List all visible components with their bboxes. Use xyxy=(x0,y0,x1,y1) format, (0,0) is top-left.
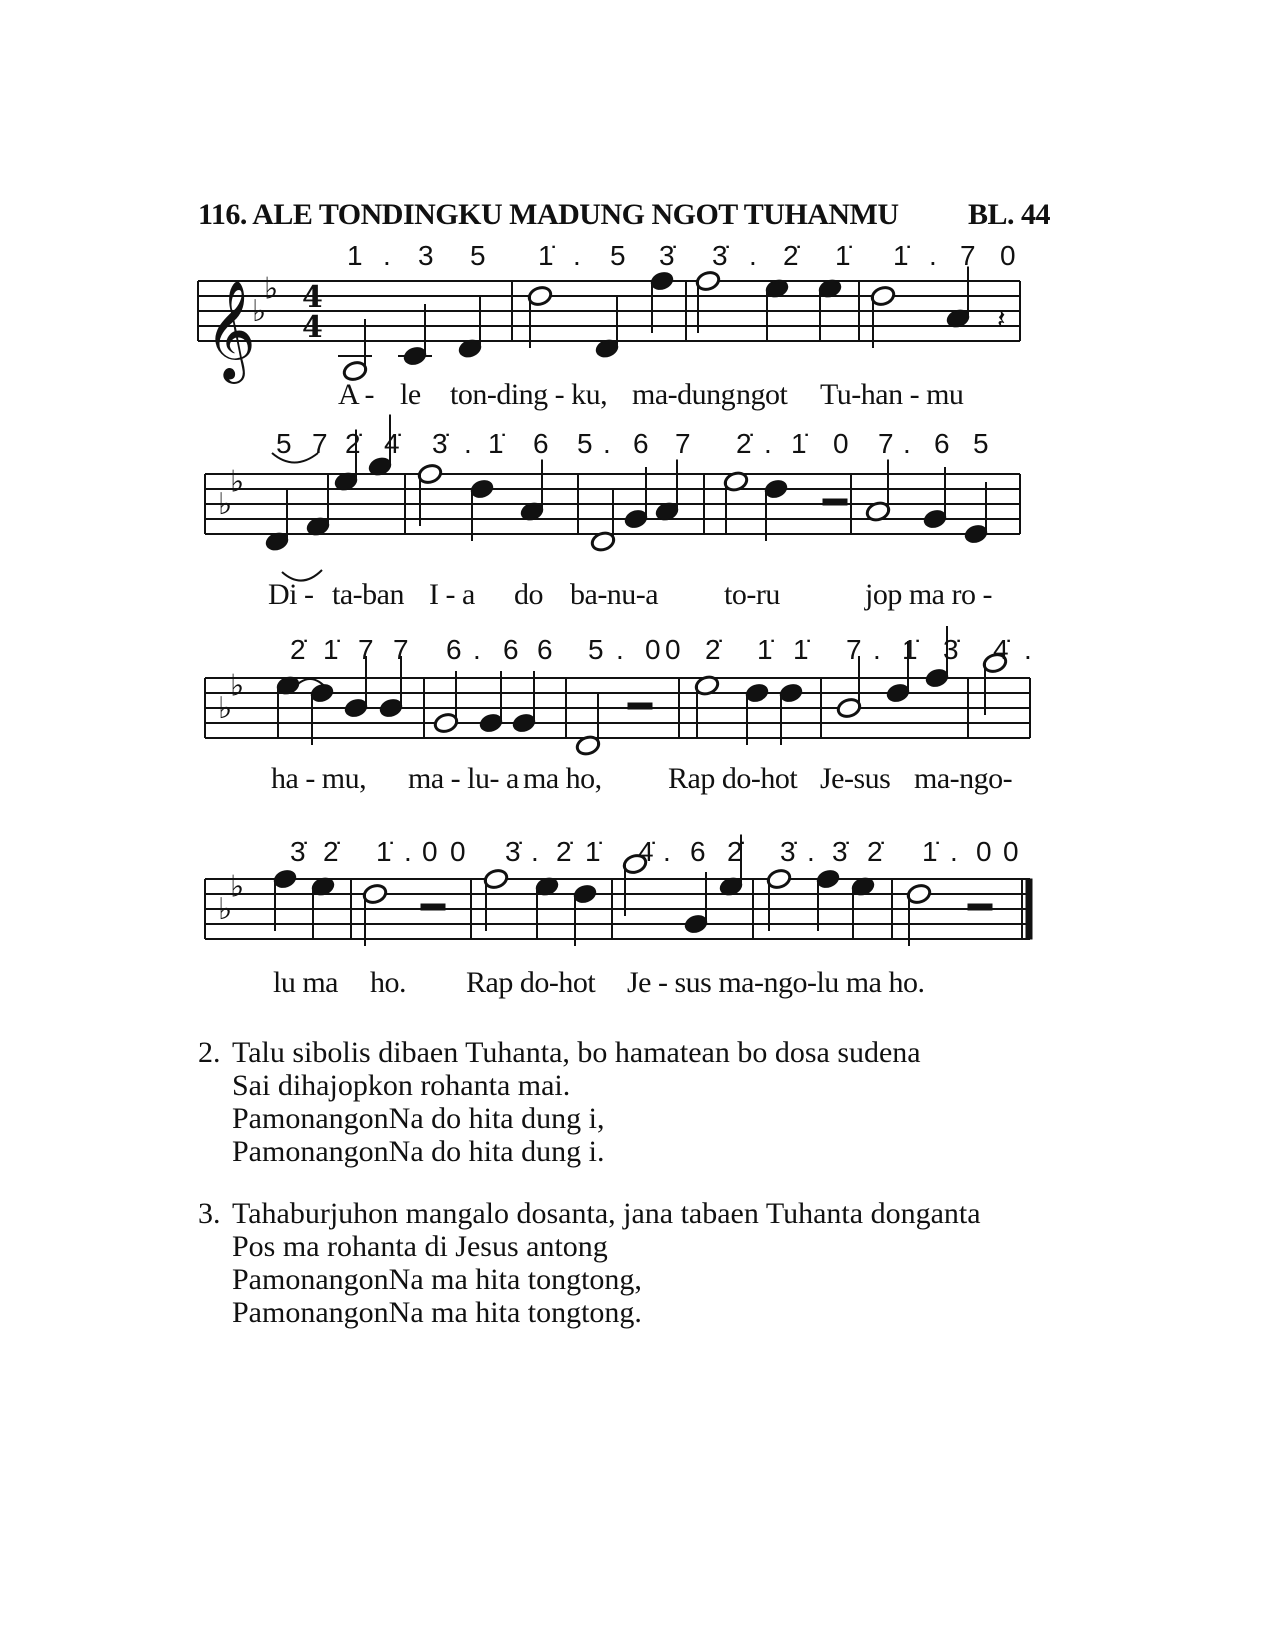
lyric-syllable: do xyxy=(514,578,543,611)
cipher-note: 7 xyxy=(878,428,894,459)
cipher-note: 2̇ xyxy=(345,428,361,459)
half-rest-icon xyxy=(628,703,652,709)
verse-3 xyxy=(198,1197,981,1329)
lyric-syllable: ma-dung xyxy=(632,378,736,411)
cipher-note: 1̇ xyxy=(791,428,807,459)
cipher-note: . xyxy=(383,240,391,271)
cipher-note: . xyxy=(473,634,481,665)
cipher-note: 1̇ xyxy=(893,240,909,271)
cipher-note: 7 xyxy=(312,428,328,459)
verse-line: Pos ma rohanta di Jesus antong xyxy=(232,1230,608,1263)
hymn-reference: BL. 44 xyxy=(968,198,1051,231)
cipher-note: 3̇ xyxy=(659,240,675,271)
half-rest-icon xyxy=(823,499,847,505)
cipher-note: 6 xyxy=(934,428,950,459)
quarter-rest-icon: 𝄽 xyxy=(997,302,1006,336)
cipher-note: 6 xyxy=(633,428,649,459)
cipher-note: 5 xyxy=(588,634,604,665)
verse-number: 3. xyxy=(198,1197,221,1230)
cipher-note: 2̇ xyxy=(556,836,572,867)
cipher-note: 4̇ xyxy=(993,634,1009,665)
verse-line: Tahaburjuhon mangalo dosanta, jana tabaen Tuhanta donganta xyxy=(232,1197,981,1230)
time-signature: 4 xyxy=(302,280,323,315)
cipher-note: 1̇ xyxy=(835,240,851,271)
lyric-syllable: Rap do-hot xyxy=(466,966,596,999)
cipher-note: 0 xyxy=(665,634,681,665)
cipher-note: 7 xyxy=(675,428,691,459)
half-rest-icon xyxy=(968,904,992,910)
cipher-note: 5 xyxy=(276,428,292,459)
cipher-note: . xyxy=(764,428,772,459)
cipher-note: 1̇ xyxy=(757,634,773,665)
cipher-note: . xyxy=(573,240,581,271)
lyric-syllable: Je - sus ma-ngo-lu ma ho. xyxy=(627,966,925,999)
lyric-syllable: to-ru xyxy=(724,578,780,611)
lyric-syllable: ha - mu, xyxy=(271,762,367,795)
treble-clef-icon: 𝄞 xyxy=(205,280,256,380)
cipher-note: 1̇ xyxy=(793,634,809,665)
flat-icon: ♭ xyxy=(230,464,245,500)
cipher-note: . xyxy=(603,428,611,459)
verse-line: PamonangonNa ma hita tongtong. xyxy=(232,1296,642,1329)
cipher-note: . xyxy=(464,428,472,459)
cipher-note: 0 xyxy=(1000,240,1016,271)
half-rest-icon xyxy=(421,904,445,910)
lyric-syllable: lu ma xyxy=(273,966,338,999)
verse-line: Talu sibolis dibaen Tuhanta, bo hamatean bo dosa sudena xyxy=(232,1036,921,1069)
cipher-note: 3̇ xyxy=(712,240,728,271)
cipher-note: 7 xyxy=(846,634,862,665)
cipher-note: 5 xyxy=(973,428,989,459)
cipher-note: 0 xyxy=(645,634,661,665)
lyric-syllable: ta-ban xyxy=(332,578,404,611)
lyric-syllable: I - a xyxy=(429,578,475,611)
cipher-note: . xyxy=(903,428,911,459)
cipher-note: 1̇ xyxy=(585,836,601,867)
cipher-note: 0 xyxy=(1003,836,1019,867)
lyric-syllable: ton-ding - ku, xyxy=(450,378,608,411)
lyric-syllable: jop ma ro - xyxy=(865,578,992,611)
cipher-note: 2̇ xyxy=(323,836,339,867)
cipher-note: 1̇ xyxy=(376,836,392,867)
cipher-note: 2̇ xyxy=(705,634,721,665)
lyric-syllable: ngot xyxy=(736,378,788,411)
cipher-note: 3̇ xyxy=(832,836,848,867)
cipher-note: . xyxy=(807,836,815,867)
cipher-note: 6 xyxy=(690,836,706,867)
cipher-note: . xyxy=(531,836,539,867)
cipher-note: 5 xyxy=(577,428,593,459)
cipher-note: 6 xyxy=(533,428,549,459)
cipher-note: . xyxy=(873,634,881,665)
lyric-syllable: Tu-han - mu xyxy=(820,378,964,411)
flat-icon: ♭ xyxy=(264,271,279,307)
lyric-syllable: Di - xyxy=(268,578,314,611)
cipher-note: 7 xyxy=(393,634,409,665)
flat-icon: ♭ xyxy=(218,691,233,726)
cipher-note: 0 xyxy=(833,428,849,459)
hymn-title-text: 116. ALE TONDINGKU MADUNG NGOT TUHANMU xyxy=(198,198,899,231)
cipher-note: 7 xyxy=(358,634,374,665)
cipher-note: 0 xyxy=(422,836,438,867)
cipher-note: . xyxy=(1024,634,1032,665)
flat-icon: ♭ xyxy=(252,294,267,329)
cipher-note: . xyxy=(749,240,757,271)
cipher-note: . xyxy=(616,634,624,665)
cipher-note: . xyxy=(929,240,937,271)
cipher-note: 1̇ xyxy=(902,634,918,665)
cipher-note: 2̇ xyxy=(290,634,306,665)
cipher-note: 4̇ xyxy=(384,428,400,459)
lyric-syllable: ho. xyxy=(370,966,406,999)
cipher-note: 2̇ xyxy=(783,240,799,271)
cipher-note: 6 xyxy=(503,634,519,665)
verse-line: PamonangonNa do hita dung i. xyxy=(232,1135,605,1168)
verse-line: PamonangonNa do hita dung i, xyxy=(232,1102,605,1135)
cipher-note: 2̇ xyxy=(736,428,752,459)
cipher-note: 1 xyxy=(347,240,363,271)
cipher-note: 5 xyxy=(470,240,486,271)
cipher-note: 0 xyxy=(450,836,466,867)
lyric-syllable: Rap do-hot xyxy=(668,762,798,795)
lyric-syllable: Je-sus xyxy=(820,762,891,795)
cipher-note: 3̇ xyxy=(290,836,306,867)
verse-2 xyxy=(198,1036,921,1168)
cipher-note: 3̇ xyxy=(505,836,521,867)
verse-line: PamonangonNa ma hita tongtong, xyxy=(232,1263,642,1296)
flat-icon: ♭ xyxy=(218,487,233,522)
lyric-syllable: A - xyxy=(338,378,374,411)
cipher-note: 1̇ xyxy=(922,836,938,867)
lyric-syllable: ma ho, xyxy=(523,762,602,795)
lyric-syllable: ma-ngo- xyxy=(914,762,1013,795)
cipher-note: 1̇ xyxy=(488,428,504,459)
verse-line: Sai dihajopkon rohanta mai. xyxy=(232,1069,571,1102)
cipher-note: 3̇ xyxy=(780,836,796,867)
verse-number: 2. xyxy=(198,1036,221,1069)
cipher-note: 2̇ xyxy=(867,836,883,867)
cipher-note: 1̇ xyxy=(323,634,339,665)
cipher-note: 6 xyxy=(446,634,462,665)
cipher-note: 3̇ xyxy=(432,428,448,459)
cipher-note: 3 xyxy=(418,240,434,271)
cipher-note: 7 xyxy=(960,240,976,271)
cipher-note: . xyxy=(663,836,671,867)
flat-icon: ♭ xyxy=(230,869,245,905)
final-barline xyxy=(1026,879,1032,939)
lyric-syllable: ma - lu- a xyxy=(408,762,519,795)
cipher-note: . xyxy=(404,836,412,867)
cipher-note: 3̇ xyxy=(943,634,959,665)
flat-icon: ♭ xyxy=(218,892,233,927)
cipher-note: 0 xyxy=(976,836,992,867)
cipher-note: 5 xyxy=(610,240,626,271)
cipher-note: 1̇ xyxy=(538,240,554,271)
lyric-syllable: le xyxy=(400,378,421,411)
cipher-note: . xyxy=(950,836,958,867)
time-signature: 4 xyxy=(302,310,323,345)
flat-icon: ♭ xyxy=(230,668,245,704)
lyric-syllable: ba-nu-a xyxy=(570,578,659,611)
cipher-note: 4̇ xyxy=(638,836,654,867)
cipher-note: 2̇ xyxy=(727,836,743,867)
cipher-note: 6 xyxy=(537,634,553,665)
